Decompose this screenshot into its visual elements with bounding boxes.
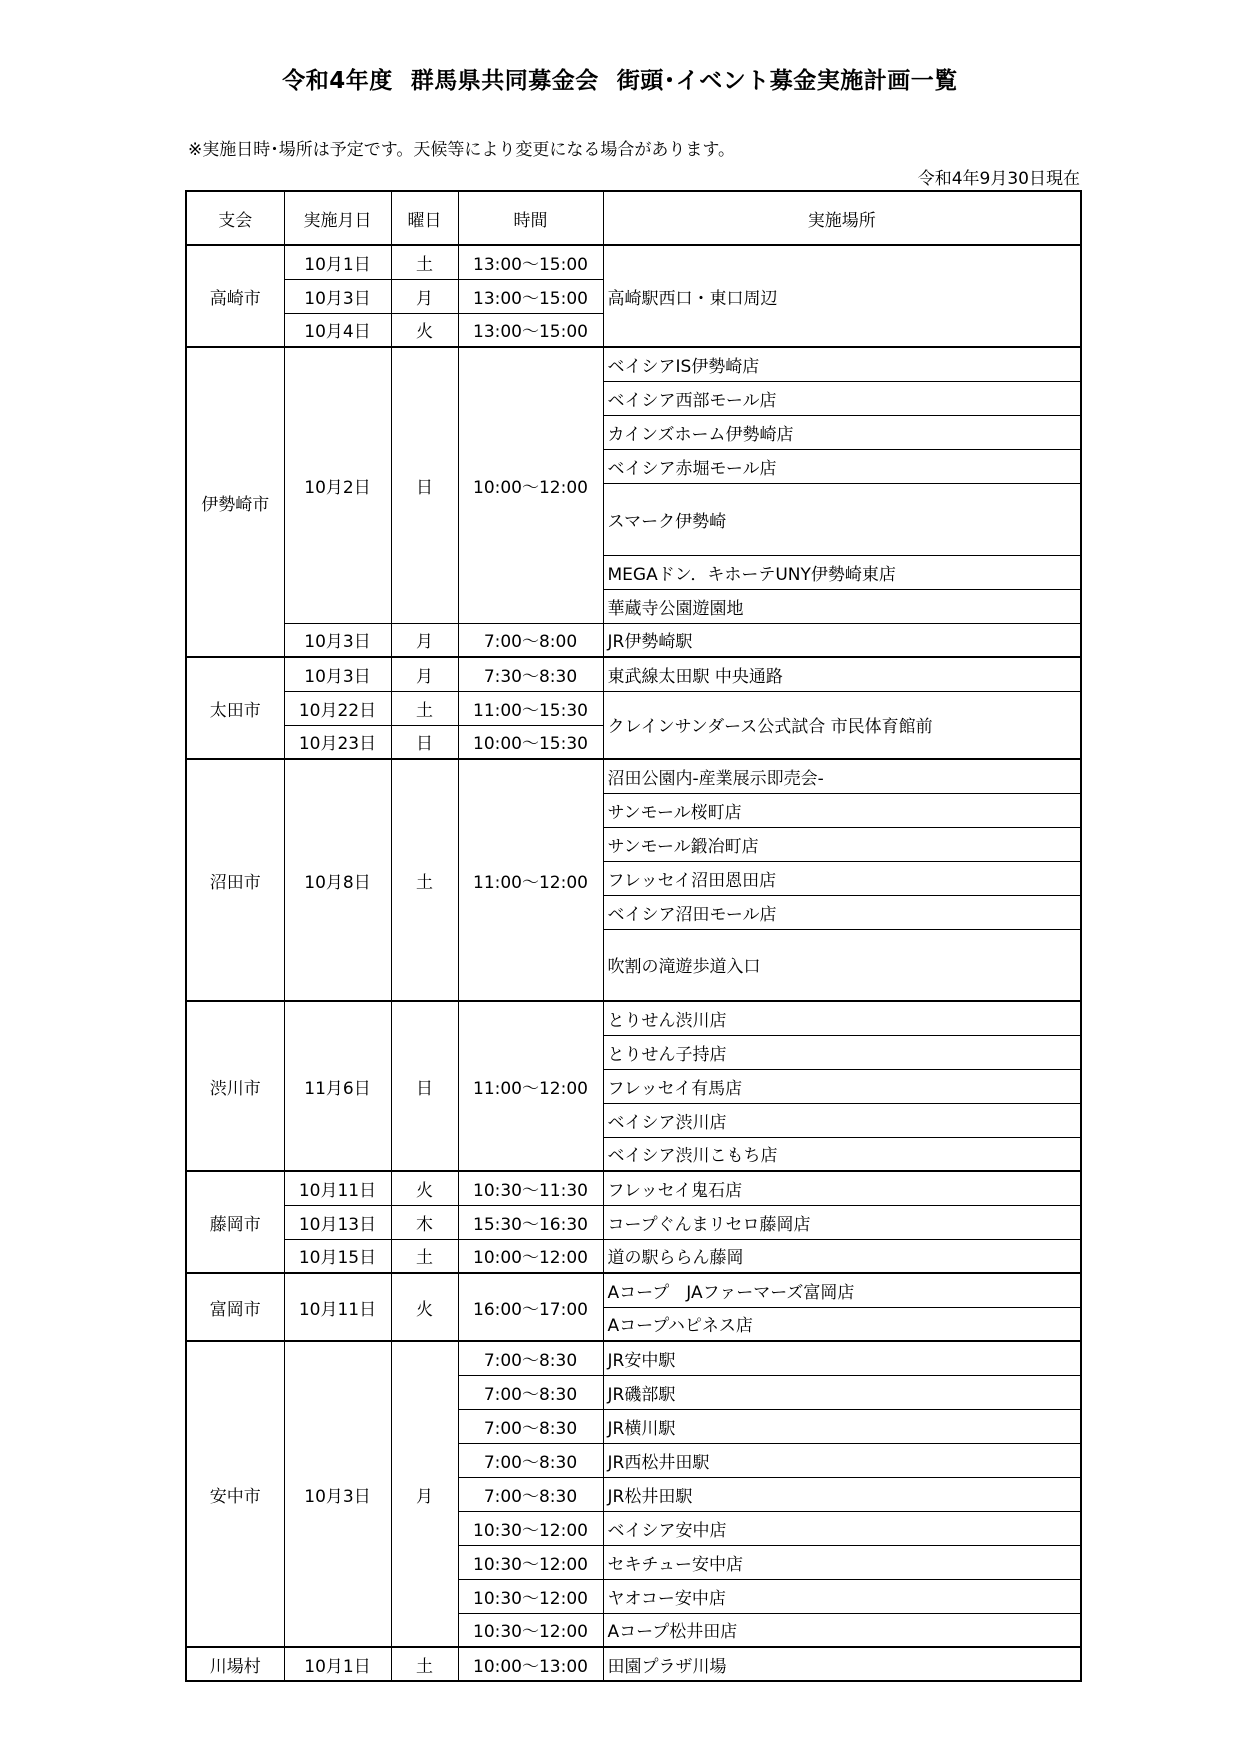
branch-group-ota [186, 657, 1081, 759]
location-cell: ヤオコー安中店 [603, 1579, 1081, 1613]
weekday-cell: 月 [391, 623, 458, 657]
branch-group-takasaki [186, 245, 1081, 347]
page-title [0, 62, 1240, 95]
date-cell: 10月8日 [284, 759, 391, 1001]
table-row [186, 657, 1081, 691]
table-row [186, 245, 1081, 279]
header-branch: 支会 [186, 191, 284, 245]
date-cell: 10月15日 [284, 1239, 391, 1273]
branch-cell: 富岡市 [186, 1273, 284, 1341]
title-organization: 群馬県共同募金会 [410, 68, 599, 94]
branch-group-numata [186, 759, 1081, 1001]
location-cell: カインズホーム伊勢崎店 [603, 415, 1081, 449]
table-row [186, 1341, 1081, 1375]
table-row [186, 1273, 1081, 1307]
location-cell: セキチュー安中店 [603, 1545, 1081, 1579]
weekday-cell: 月 [391, 279, 458, 313]
location-cell: Aコープハピネス店 [603, 1307, 1081, 1341]
location-cell: とりせん渋川店 [603, 1001, 1081, 1035]
date-cell: 10月1日 [284, 245, 391, 279]
time-cell: 10:00～12:00 [458, 347, 603, 623]
title-fiscal-year: 令和4年度 [282, 68, 393, 94]
location-cell: サンモール鍛冶町店 [603, 827, 1081, 861]
fundraising-schedule-table [185, 190, 1082, 1682]
time-cell: 10:00～13:00 [458, 1647, 603, 1681]
weekday-cell: 月 [391, 1341, 458, 1647]
location-cell: ベイシア西部モール店 [603, 381, 1081, 415]
branch-cell: 藤岡市 [186, 1171, 284, 1273]
time-cell: 13:00～15:00 [458, 313, 603, 347]
header-weekday: 曜日 [391, 191, 458, 245]
weekday-cell: 木 [391, 1205, 458, 1239]
location-cell: ベイシア沼田モール店 [603, 895, 1081, 929]
branch-group-annaka [186, 1341, 1081, 1647]
table-row [186, 1647, 1081, 1681]
time-cell: 7:00～8:30 [458, 1477, 603, 1511]
time-cell: 7:00～8:30 [458, 1375, 603, 1409]
header-date: 実施月日 [284, 191, 391, 245]
branch-cell: 伊勢崎市 [186, 347, 284, 657]
weekday-cell: 土 [391, 1647, 458, 1681]
as-of-date: 令和4年9月30日現在 [917, 169, 1080, 189]
table-row [186, 1205, 1081, 1239]
time-cell: 11:00～12:00 [458, 1001, 603, 1171]
location-cell: Aコープ松井田店 [603, 1613, 1081, 1647]
branch-group-fujioka [186, 1171, 1081, 1273]
branch-cell: 太田市 [186, 657, 284, 759]
time-cell: 13:00～15:00 [458, 279, 603, 313]
table-row [186, 347, 1081, 381]
time-cell: 10:00～12:00 [458, 1239, 603, 1273]
location-cell: コープぐんまリセロ藤岡店 [603, 1205, 1081, 1239]
title-subject: 街頭･イベント募金実施計画一覧 [616, 68, 958, 94]
location-cell: MEGAドン．キホーテUNY伊勢崎東店 [603, 555, 1081, 589]
table-row [186, 1001, 1081, 1035]
time-cell: 10:30～12:00 [458, 1613, 603, 1647]
branch-group-kawaba [186, 1647, 1081, 1681]
location-cell: ベイシア安中店 [603, 1511, 1081, 1545]
table-row [186, 691, 1081, 725]
branch-group-shibukawa [186, 1001, 1081, 1171]
date-cell: 10月11日 [284, 1171, 391, 1205]
weekday-cell: 月 [391, 657, 458, 691]
time-cell: 7:00～8:30 [458, 1341, 603, 1375]
location-cell: フレッセイ鬼石店 [603, 1171, 1081, 1205]
table-row [186, 1171, 1081, 1205]
header-time: 時間 [458, 191, 603, 245]
location-cell: 華蔵寺公園遊園地 [603, 589, 1081, 623]
date-cell: 10月22日 [284, 691, 391, 725]
weekday-cell: 火 [391, 1171, 458, 1205]
time-cell: 10:30～12:00 [458, 1511, 603, 1545]
date-cell: 10月3日 [284, 1341, 391, 1647]
branch-cell: 渋川市 [186, 1001, 284, 1171]
weekday-cell: 火 [391, 1273, 458, 1341]
location-cell: ベイシア赤堀モール店 [603, 449, 1081, 483]
date-cell: 11月6日 [284, 1001, 391, 1171]
location-cell: 吹割の滝遊歩道入口 [603, 929, 1081, 1001]
location-cell: 東武線太田駅 中央通路 [603, 657, 1081, 691]
weekday-cell: 日 [391, 725, 458, 759]
date-cell: 10月3日 [284, 623, 391, 657]
table-row [186, 759, 1081, 793]
location-cell: 道の駅ららん藤岡 [603, 1239, 1081, 1273]
location-cell: クレインサンダース公式試合 市民体育館前 [603, 691, 1081, 759]
time-cell: 7:30～8:30 [458, 657, 603, 691]
time-cell: 13:00～15:00 [458, 245, 603, 279]
time-cell: 7:00～8:00 [458, 623, 603, 657]
branch-cell: 川場村 [186, 1647, 284, 1681]
location-cell: とりせん子持店 [603, 1035, 1081, 1069]
date-cell: 10月11日 [284, 1273, 391, 1341]
date-cell: 10月3日 [284, 657, 391, 691]
location-cell: JR横川駅 [603, 1409, 1081, 1443]
weekday-cell: 日 [391, 1001, 458, 1171]
branch-cell: 沼田市 [186, 759, 284, 1001]
time-cell: 10:30～12:00 [458, 1579, 603, 1613]
header-location: 実施場所 [603, 191, 1081, 245]
location-cell: JR磯部駅 [603, 1375, 1081, 1409]
location-cell: JR安中駅 [603, 1341, 1081, 1375]
location-cell: JR西松井田駅 [603, 1443, 1081, 1477]
time-cell: 10:30～12:00 [458, 1545, 603, 1579]
weekday-cell: 土 [391, 759, 458, 1001]
date-cell: 10月3日 [284, 279, 391, 313]
weekday-cell: 日 [391, 347, 458, 623]
location-cell: フレッセイ沼田恩田店 [603, 861, 1081, 895]
location-cell: Aコープ JAファーマーズ富岡店 [603, 1273, 1081, 1307]
time-cell: 16:00～17:00 [458, 1273, 603, 1341]
location-cell: サンモール桜町店 [603, 793, 1081, 827]
location-cell: 田園プラザ川場 [603, 1647, 1081, 1681]
date-cell: 10月23日 [284, 725, 391, 759]
weekday-cell: 土 [391, 691, 458, 725]
date-cell: 10月13日 [284, 1205, 391, 1239]
table-header-row [186, 191, 1081, 245]
location-cell: 高崎駅西口・東口周辺 [603, 245, 1081, 347]
location-cell: ベイシアIS伊勢崎店 [603, 347, 1081, 381]
time-cell: 7:00～8:30 [458, 1409, 603, 1443]
location-cell: JR伊勢崎駅 [603, 623, 1081, 657]
branch-group-isesaki [186, 347, 1081, 657]
schedule-note: ※実施日時･場所は予定です。天候等により変更になる場合があります。 [188, 140, 736, 160]
branch-group-tomioka [186, 1273, 1081, 1341]
time-cell: 11:00～12:00 [458, 759, 603, 1001]
location-cell: 沼田公園内-産業展示即売会- [603, 759, 1081, 793]
time-cell: 7:00～8:30 [458, 1443, 603, 1477]
weekday-cell: 土 [391, 1239, 458, 1273]
weekday-cell: 火 [391, 313, 458, 347]
date-cell: 10月1日 [284, 1647, 391, 1681]
location-cell: スマーク伊勢崎 [603, 483, 1081, 555]
time-cell: 10:30～11:30 [458, 1171, 603, 1205]
date-cell: 10月4日 [284, 313, 391, 347]
location-cell: ベイシア渋川こもち店 [603, 1137, 1081, 1171]
location-cell: ベイシア渋川店 [603, 1103, 1081, 1137]
weekday-cell: 土 [391, 245, 458, 279]
time-cell: 10:00～15:30 [458, 725, 603, 759]
location-cell: フレッセイ有馬店 [603, 1069, 1081, 1103]
location-cell: JR松井田駅 [603, 1477, 1081, 1511]
table-row [186, 623, 1081, 657]
time-cell: 15:30～16:30 [458, 1205, 603, 1239]
date-cell: 10月2日 [284, 347, 391, 623]
branch-cell: 安中市 [186, 1341, 284, 1647]
table-row [186, 1239, 1081, 1273]
time-cell: 11:00～15:30 [458, 691, 603, 725]
branch-cell: 高崎市 [186, 245, 284, 347]
